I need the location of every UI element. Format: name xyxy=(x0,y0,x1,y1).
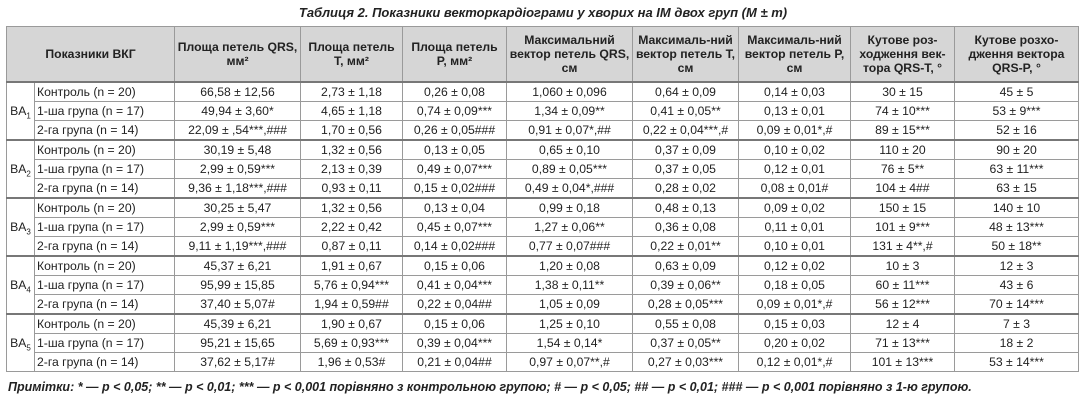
row-label: 1-ша група (n = 17) xyxy=(35,102,175,121)
table-cell: 0,09 ± 0,01*,# xyxy=(739,295,851,315)
table-cell: 0,49 ± 0,04*,### xyxy=(507,179,633,199)
table-cell: 2,73 ± 1,18 xyxy=(301,82,403,102)
table-row xyxy=(7,218,1079,237)
table-cell: 53 ± 14*** xyxy=(955,353,1079,372)
table-cell: 0,97 ± 0,07**,# xyxy=(507,353,633,372)
table-cell: 0,13 ± 0,05 xyxy=(403,140,507,160)
table-cell: 0,41 ± 0,05** xyxy=(633,102,739,121)
table-cell: 0,28 ± 0,05*** xyxy=(633,295,739,315)
table-cell: 70 ± 14*** xyxy=(955,295,1079,315)
table-cell: 0,26 ± 0,05### xyxy=(403,121,507,141)
group-label: $BA_2$ xyxy=(7,140,35,198)
table-cell: 0,37 ± 0,05 xyxy=(633,160,739,179)
table-cell: 18 ± 2 xyxy=(955,334,1079,353)
table-cell: 71 ± 13*** xyxy=(851,334,955,353)
table-cell: 0,14 ± 0,03 xyxy=(739,82,851,102)
table-cell: 0,21 ± 0,04## xyxy=(403,353,507,372)
table-cell: 89 ± 15*** xyxy=(851,121,955,141)
row-label: 2-га група (n = 14) xyxy=(35,295,175,315)
table-cell: 0,22 ± 0,01** xyxy=(633,237,739,257)
table-cell: 4,65 ± 1,18 xyxy=(301,102,403,121)
row-label: 2-га група (n = 14) xyxy=(35,179,175,199)
table-cell: 1,90 ± 0,67 xyxy=(301,314,403,334)
table-body xyxy=(7,82,1079,372)
table-row xyxy=(7,198,1079,218)
table-cell: 0,09 ± 0,01*,# xyxy=(739,121,851,141)
table-cell: 0,22 ± 0,04***,# xyxy=(633,121,739,141)
table-row xyxy=(7,102,1079,121)
table-cell: 63 ± 11*** xyxy=(955,160,1079,179)
table-cell: 0,15 ± 0,06 xyxy=(403,314,507,334)
table-cell: 0,14 ± 0,02### xyxy=(403,237,507,257)
table-cell: 0,93 ± 0,11 xyxy=(301,179,403,199)
table-cell: 0,10 ± 0,01 xyxy=(739,237,851,257)
table-cell: 0,28 ± 0,02 xyxy=(633,179,739,199)
row-label: 1-ша група (n = 17) xyxy=(35,160,175,179)
table-cell: 43 ± 6 xyxy=(955,276,1079,295)
vkg-table xyxy=(6,26,1079,372)
column-header: Показники ВКГ xyxy=(7,27,175,83)
table-cell: 66,58 ± 12,56 xyxy=(175,82,301,102)
table-cell: 1,70 ± 0,56 xyxy=(301,121,403,141)
row-label: Контроль (n = 20) xyxy=(35,198,175,218)
table-cell: 0,15 ± 0,06 xyxy=(403,256,507,276)
table-cell: 5,69 ± 0,93*** xyxy=(301,334,403,353)
table-cell: 0,41 ± 0,04*** xyxy=(403,276,507,295)
table-cell: 101 ± 13*** xyxy=(851,353,955,372)
table-cell: 63 ± 15 xyxy=(955,179,1079,199)
table-cell: 1,34 ± 0,09** xyxy=(507,102,633,121)
table-cell: 0,37 ± 0,05** xyxy=(633,334,739,353)
table-cell: 30,19 ± 5,48 xyxy=(175,140,301,160)
table-cell: 104 ± 4## xyxy=(851,179,955,199)
table-cell: 1,27 ± 0,06** xyxy=(507,218,633,237)
table-cell: 0,45 ± 0,07*** xyxy=(403,218,507,237)
column-header: Площа петель P, мм² xyxy=(403,27,507,83)
table-cell: 0,18 ± 0,05 xyxy=(739,276,851,295)
table-cell: 1,54 ± 0,14* xyxy=(507,334,633,353)
table-cell: 49,94 ± 3,60* xyxy=(175,102,301,121)
table-cell: 0,15 ± 0,03 xyxy=(739,314,851,334)
table-row xyxy=(7,334,1079,353)
table-row xyxy=(7,353,1079,372)
row-label: 1-ша група (n = 17) xyxy=(35,334,175,353)
table-cell: 0,20 ± 0,02 xyxy=(739,334,851,353)
table-cell: 12 ± 4 xyxy=(851,314,955,334)
table-cell: 5,76 ± 0,94*** xyxy=(301,276,403,295)
table-cell: 0,13 ± 0,01 xyxy=(739,102,851,121)
table-row xyxy=(7,121,1079,141)
table-cell: 1,32 ± 0,56 xyxy=(301,198,403,218)
table-row xyxy=(7,295,1079,315)
table-cell: 0,99 ± 0,18 xyxy=(507,198,633,218)
table-cell: 0,65 ± 0,10 xyxy=(507,140,633,160)
table-cell: 101 ± 9*** xyxy=(851,218,955,237)
table-cell: 1,96 ± 0,53# xyxy=(301,353,403,372)
table-cell: 131 ± 4**,# xyxy=(851,237,955,257)
group-label: $BA_3$ xyxy=(7,198,35,256)
table-cell: 0,12 ± 0,01*,# xyxy=(739,353,851,372)
group-label: $BA_5$ xyxy=(7,314,35,372)
table-cell: 22,09 ± ,54***,### xyxy=(175,121,301,141)
table-cell: 1,25 ± 0,10 xyxy=(507,314,633,334)
table-row xyxy=(7,160,1079,179)
table-cell: 7 ± 3 xyxy=(955,314,1079,334)
table-cell: 60 ± 11*** xyxy=(851,276,955,295)
table-cell: 45,39 ± 6,21 xyxy=(175,314,301,334)
table-cell: 56 ± 12*** xyxy=(851,295,955,315)
table-row xyxy=(7,314,1079,334)
table-cell: 50 ± 18** xyxy=(955,237,1079,257)
table-cell: 48 ± 13*** xyxy=(955,218,1079,237)
table-cell: 0,15 ± 0,02### xyxy=(403,179,507,199)
table-cell: 9,36 ± 1,18***,### xyxy=(175,179,301,199)
table-row xyxy=(7,276,1079,295)
table-cell: 0,39 ± 0,04*** xyxy=(403,334,507,353)
table-cell: 0,36 ± 0,08 xyxy=(633,218,739,237)
table-cell: 95,99 ± 15,85 xyxy=(175,276,301,295)
table-cell: 0,10 ± 0,02 xyxy=(739,140,851,160)
table-cell: 0,63 ± 0,09 xyxy=(633,256,739,276)
table-cell: 0,87 ± 0,11 xyxy=(301,237,403,257)
table-cell: 0,12 ± 0,01 xyxy=(739,160,851,179)
table-cell: 53 ± 9*** xyxy=(955,102,1079,121)
table-cell: 74 ± 10*** xyxy=(851,102,955,121)
row-label: Контроль (n = 20) xyxy=(35,314,175,334)
row-label: 2-га група (n = 14) xyxy=(35,353,175,372)
table-cell: 37,62 ± 5,17# xyxy=(175,353,301,372)
table-row xyxy=(7,179,1079,199)
table-cell: 1,05 ± 0,09 xyxy=(507,295,633,315)
table-cell: 0,91 ± 0,07*,## xyxy=(507,121,633,141)
table-cell: 52 ± 16 xyxy=(955,121,1079,141)
table-cell: 1,91 ± 0,67 xyxy=(301,256,403,276)
table-cell: 0,22 ± 0,04## xyxy=(403,295,507,315)
row-label: Контроль (n = 20) xyxy=(35,82,175,102)
column-header: Площа петель QRS, мм² xyxy=(175,27,301,83)
table-cell: 9,11 ± 1,19***,### xyxy=(175,237,301,257)
table-cell: 0,39 ± 0,06** xyxy=(633,276,739,295)
table-cell: 1,20 ± 0,08 xyxy=(507,256,633,276)
table-cell: 0,64 ± 0,09 xyxy=(633,82,739,102)
table-cell: 0,55 ± 0,08 xyxy=(633,314,739,334)
table-cell: 0,13 ± 0,04 xyxy=(403,198,507,218)
column-header: Максималь-ний вектор петель T, см xyxy=(633,27,739,83)
table-cell: 150 ± 15 xyxy=(851,198,955,218)
table-cell: 95,21 ± 15,65 xyxy=(175,334,301,353)
row-label: 2-га група (n = 14) xyxy=(35,121,175,141)
table-cell: 30 ± 15 xyxy=(851,82,955,102)
table-row xyxy=(7,140,1079,160)
table-cell: 0,77 ± 0,07### xyxy=(507,237,633,257)
table-cell: 0,12 ± 0,02 xyxy=(739,256,851,276)
table-cell: 0,48 ± 0,13 xyxy=(633,198,739,218)
table-cell: 2,22 ± 0,42 xyxy=(301,218,403,237)
table-cell: 1,38 ± 0,11** xyxy=(507,276,633,295)
table-cell: 2,99 ± 0,59*** xyxy=(175,218,301,237)
table-cell: 110 ± 20 xyxy=(851,140,955,160)
column-header: Максималь-ний вектор петель P, см xyxy=(739,27,851,83)
row-label: Контроль (n = 20) xyxy=(35,140,175,160)
table-cell: 45 ± 5 xyxy=(955,82,1079,102)
group-label: $BA_1$ xyxy=(7,82,35,140)
table-cell: 10 ± 3 xyxy=(851,256,955,276)
table-cell: 45,37 ± 6,21 xyxy=(175,256,301,276)
table-header xyxy=(7,27,1079,83)
table-row xyxy=(7,237,1079,257)
table-cell: 90 ± 20 xyxy=(955,140,1079,160)
row-label: Контроль (n = 20) xyxy=(35,256,175,276)
column-header: Кутове розхо-дження вектора QRS-P, ° xyxy=(955,27,1079,83)
table-cell: 0,37 ± 0,09 xyxy=(633,140,739,160)
table-row xyxy=(7,256,1079,276)
table-cell: 0,49 ± 0,07*** xyxy=(403,160,507,179)
table-cell: 2,13 ± 0,39 xyxy=(301,160,403,179)
table-cell: 37,40 ± 5,07# xyxy=(175,295,301,315)
column-header: Площа петель T, мм² xyxy=(301,27,403,83)
row-label: 2-га група (n = 14) xyxy=(35,237,175,257)
table-cell: 30,25 ± 5,47 xyxy=(175,198,301,218)
table-cell: 0,74 ± 0,09*** xyxy=(403,102,507,121)
column-header: Максимальний вектор петель QRS, см xyxy=(507,27,633,83)
table-cell: 0,89 ± 0,05*** xyxy=(507,160,633,179)
table-cell: 12 ± 3 xyxy=(955,256,1079,276)
table-cell: 0,11 ± 0,01 xyxy=(739,218,851,237)
table-cell: 1,94 ± 0,59## xyxy=(301,295,403,315)
table-cell: 0,09 ± 0,02 xyxy=(739,198,851,218)
table-cell: 140 ± 10 xyxy=(955,198,1079,218)
table-cell: 0,26 ± 0,08 xyxy=(403,82,507,102)
table-cell: 1,060 ± 0,096 xyxy=(507,82,633,102)
table-cell: 2,99 ± 0,59*** xyxy=(175,160,301,179)
group-label: $BA_4$ xyxy=(7,256,35,314)
table-row xyxy=(7,82,1079,102)
column-header: Кутове роз-ходження век-тора QRS-T, ° xyxy=(851,27,955,83)
table-cell: 0,27 ± 0,03*** xyxy=(633,353,739,372)
row-label: 1-ша група (n = 17) xyxy=(35,276,175,295)
table-caption: Таблиця 2. Показники векторкардіограми у хворих на ІМ двох груп (M ± m) xyxy=(298,5,788,20)
table-cell: 76 ± 5** xyxy=(851,160,955,179)
row-label: 1-ша група (n = 17) xyxy=(35,218,175,237)
footnote: Примітки: * — p < 0,05; ** — p < 0,01; *** — p < 0,001 порівняно з контрольною групою; # — p < 0,05; ## — p < 0,01; ### — p < 0,001 порівняно з 1-ю групою. xyxy=(8,380,972,394)
table-cell: 0,08 ± 0,01# xyxy=(739,179,851,199)
table-cell: 1,32 ± 0,56 xyxy=(301,140,403,160)
